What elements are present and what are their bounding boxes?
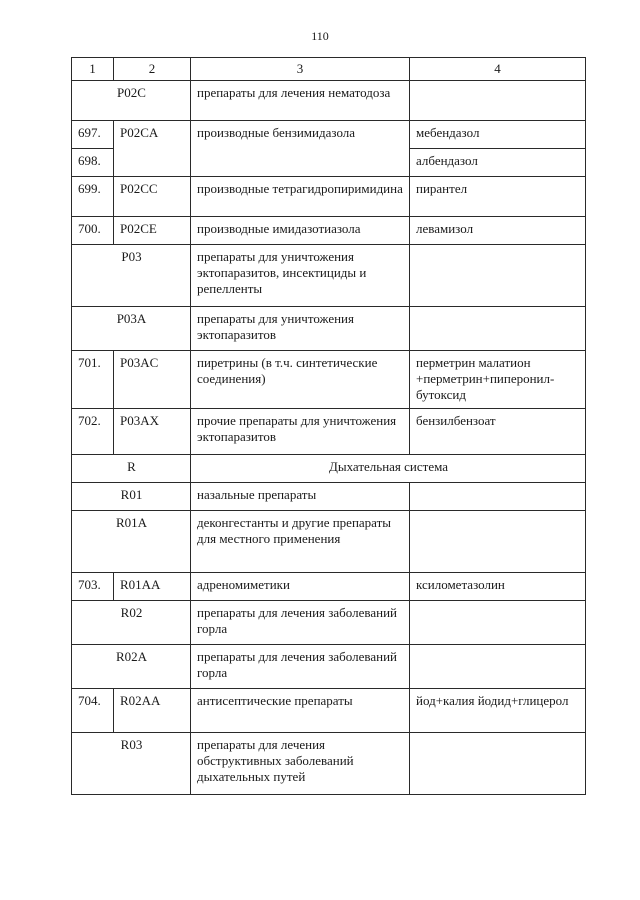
description-cell: адреномиметики [191,573,410,601]
group-row [72,733,586,795]
table-row [72,177,586,217]
table-row [72,351,586,409]
drug-cell [410,483,586,511]
atc-code: P02C [72,81,191,121]
drug-cell [410,601,586,645]
atc-code: P03A [72,307,191,351]
header-row [72,58,586,81]
group-row [72,81,586,121]
group-row [72,245,586,307]
group-row [72,601,586,645]
row-number: 701. [72,351,114,409]
description-cell: антисептические препараты [191,689,410,733]
atc-code: R01 [72,483,191,511]
atc-code: R02AA [114,689,191,733]
atc-code: P03AX [114,409,191,455]
drug-cell [410,733,586,795]
atc-code: R01A [72,511,191,573]
header-cell: 1 [72,58,114,81]
group-row [72,307,586,351]
description-cell: препараты для лечения обструктивных заболеваний дыхательных путей [191,733,410,795]
atc-code: R02 [72,601,191,645]
atc-code: R01AA [114,573,191,601]
atc-code: R03 [72,733,191,795]
table-row [72,121,586,149]
atc-code: P02CE [114,217,191,245]
section-title: Дыхательная система [191,455,586,483]
description-cell: препараты для лечения нематодоза [191,81,410,121]
drug-cell [410,645,586,689]
table-row [72,573,586,601]
table-row [72,409,586,455]
description-cell: пиретрины (в т.ч. синтетические соединения) [191,351,410,409]
drug-cell: бензилбензоат [410,409,586,455]
section-row [72,455,586,483]
row-number: 704. [72,689,114,733]
row-number: 702. [72,409,114,455]
description-cell: препараты для уничтожения эктопаразитов [191,307,410,351]
atc-code: P03 [72,245,191,307]
description-cell: препараты для уничтожения эктопаразитов, инсектициды и репелленты [191,245,410,307]
description-cell: препараты для лечения заболеваний горла [191,601,410,645]
atc-code: R02A [72,645,191,689]
drug-cell [410,245,586,307]
page-number: 110 [311,29,329,43]
description-cell: производные тетрагидропиримидина [191,177,410,217]
drug-cell: ксилометазолин [410,573,586,601]
header-cell: 4 [410,58,586,81]
row-number: 700. [72,217,114,245]
description-cell: прочие препараты для уничтожения эктопаразитов [191,409,410,455]
description-cell: назальные препараты [191,483,410,511]
drug-cell: мебендазол [410,121,586,149]
drug-cell: албендазол [410,149,586,177]
header-cell: 2 [114,58,191,81]
atc-code: P02CC [114,177,191,217]
drug-cell [410,511,586,573]
drug-cell [410,81,586,121]
drug-cell: левамизол [410,217,586,245]
drug-cell [410,307,586,351]
header-cell: 3 [191,58,410,81]
drug-classification-table [71,57,586,795]
row-number: 697. [72,121,114,149]
table-row [72,217,586,245]
drug-cell: пирантел [410,177,586,217]
atc-code: P02CA [114,121,191,177]
table-row [72,689,586,733]
group-row [72,645,586,689]
group-row [72,483,586,511]
drug-cell: йод+калия йодид+глицерол [410,689,586,733]
row-number: 703. [72,573,114,601]
description-cell: препараты для лечения заболеваний горла [191,645,410,689]
atc-code: P03AC [114,351,191,409]
drug-cell: перметрин малатион +перметрин+пиперонил-бутоксид [410,351,586,409]
atc-code: R [72,455,191,483]
row-number: 698. [72,149,114,177]
row-number: 699. [72,177,114,217]
description-cell: производные бензимидазола [191,121,410,177]
group-row [72,511,586,573]
description-cell: производные имидазотиазола [191,217,410,245]
description-cell: деконгестанты и другие препараты для местного применения [191,511,410,573]
